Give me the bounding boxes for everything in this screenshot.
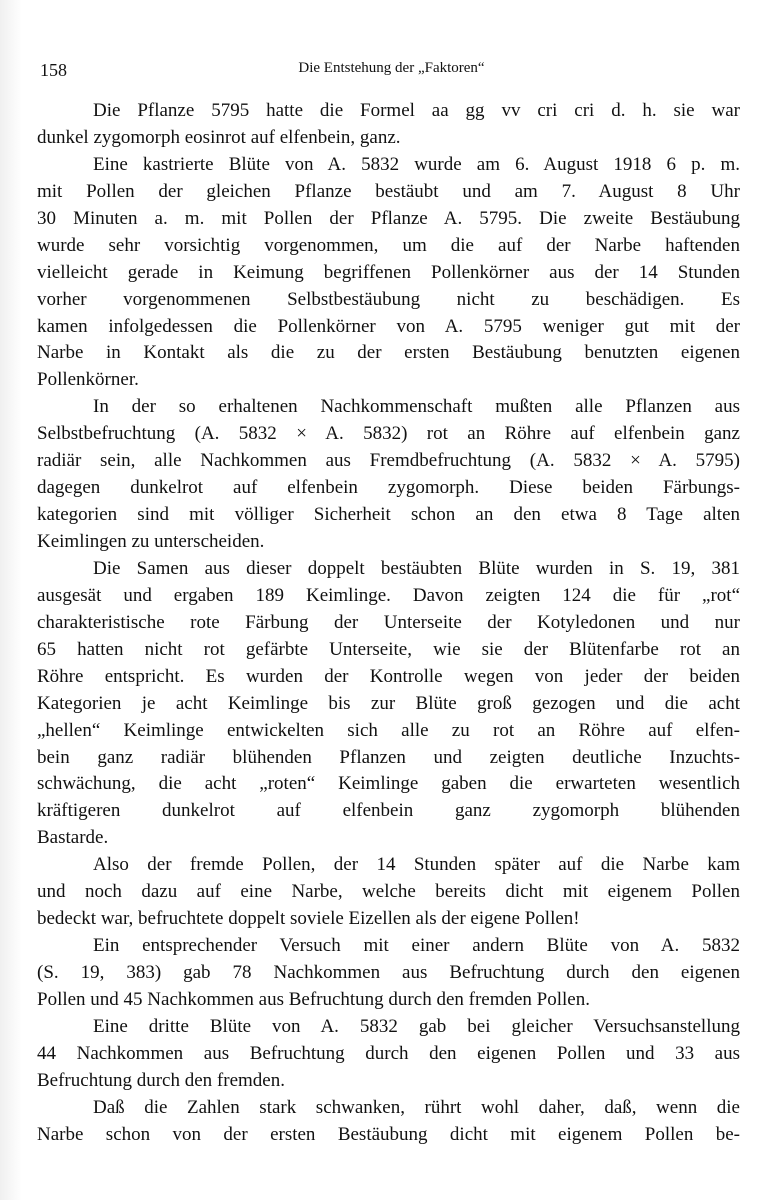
text-line: charakteristische rote Färbung der Unterseite der Kotyledonen und nur (37, 611, 740, 633)
text-line: bein ganz radiär blühenden Pflanzen und zeigten deutliche Inzuchts- (37, 746, 740, 768)
text-line: Selbstbefruchtung (A. 5832 × A. 5832) rot an Röhre auf elfenbein ganz (37, 423, 740, 445)
page-body (37, 98, 740, 1149)
text-line: 30 Minuten a. m. mit Pollen der Pflanze A. 5795. Die zweite Bestäubung (37, 207, 740, 229)
text-line: kräftigeren dunkelrot auf elfenbein ganz zygomorph blühenden (37, 800, 740, 822)
text-line: Pollenkörner. (37, 369, 139, 391)
paragraph (37, 852, 740, 933)
scan-edge-shadow (0, 0, 22, 1200)
paragraph (37, 98, 740, 152)
text-line: (S. 19, 383) gab 78 Nachkommen aus Befruchtung durch den eigenen (37, 962, 740, 983)
paragraph (37, 394, 740, 556)
text-line: und noch dazu auf eine Narbe, welche bereits dicht mit eigenem Pollen (37, 881, 740, 903)
text-line: schwächung, die acht „roten“ Keimlinge gaben die erwarteten wesentlich (37, 773, 740, 795)
text-line: Narbe schon von der ersten Bestäubung dicht mit eigenem Pollen be- (37, 1123, 740, 1145)
text-line: mit Pollen der gleichen Pflanze bestäubt und am 7. August 8 Uhr (37, 180, 740, 202)
text-line: dagegen dunkelrot auf elfenbein zygomorph. Diese beiden Färbungs- (37, 477, 740, 499)
text-line: Befruchtung durch den fremden. (37, 1069, 285, 1091)
text-line: Bastarde. (37, 827, 109, 849)
text-line: Kategorien je acht Keimlinge bis zur Blüte groß gezogen und die acht (37, 692, 740, 714)
paragraph (37, 1095, 740, 1149)
text-line: Eine dritte Blüte von A. 5832 gab bei gleicher Versuchsanstellung (93, 1015, 740, 1037)
page-number: 158 (40, 60, 67, 80)
text-line: radiär sein, alle Nachkommen aus Fremdbefruchtung (A. 5832 × A. 5795) (37, 450, 740, 472)
text-line: Die Samen aus dieser doppelt bestäubten Blüte wurden in S. 19, 381 (93, 557, 740, 579)
text-line: wurde sehr vorsichtig vorgenommen, um die auf der Narbe haftenden (37, 234, 740, 256)
text-line: Daß die Zahlen stark schwanken, rührt wohl daher, daß, wenn die (93, 1096, 740, 1118)
text-line: vielleicht gerade in Keimung begriffenen Pollenkörner aus der 14 Stunden (37, 261, 740, 283)
text-line: kamen infolgedessen die Pollenkörner von A. 5795 weniger gut mit der (37, 315, 740, 337)
text-line: Narbe in Kontakt als die zu der ersten Bestäubung benutzten eigenen (37, 342, 740, 364)
text-line: Keimlingen zu unterscheiden. (37, 531, 265, 552)
text-line: 65 hatten nicht rot gefärbte Unterseite, wie sie der Blütenfarbe rot an (37, 638, 740, 660)
text-line: Röhre entspricht. Es wurden der Kontrolle wegen von jeder der beiden (37, 665, 740, 687)
text-line: bedeckt war, befruchtete doppelt soviele Eizellen als der eigene Pollen! (37, 908, 580, 930)
paragraph (37, 1014, 740, 1095)
text-line: In der so erhaltenen Nachkommenschaft mußten alle Pflanzen aus (93, 396, 740, 418)
text-line: 44 Nachkommen aus Befruchtung durch den eigenen Pollen und 33 aus (37, 1042, 740, 1064)
text-line: Pollen und 45 Nachkommen aus Befruchtung durch den fremden Pollen. (37, 988, 590, 1010)
text-line: Die Pflanze 5795 hatte die Formel aa gg vv cri cri d. h. sie war (93, 100, 740, 121)
running-title: Die Entstehung der „Faktoren“ (298, 60, 485, 76)
text-line: vorher vorgenommenen Selbstbestäubung nicht zu beschädigen. Es (37, 288, 740, 310)
text-line: Ein entsprechender Versuch mit einer andern Blüte von A. 5832 (93, 935, 740, 957)
text-line: Also der fremde Pollen, der 14 Stunden später auf die Narbe kam (93, 854, 740, 876)
text-line: „hellen“ Keimlinge entwickelten sich alle zu rot an Röhre auf elfen- (37, 719, 740, 741)
paragraph (37, 556, 740, 852)
text-line: dunkel zygomorph eosinrot auf elfenbein, ganz. (37, 126, 401, 148)
paragraph (37, 933, 740, 1014)
paragraph (37, 152, 740, 394)
text-line: Eine kastrierte Blüte von A. 5832 wurde am 6. August 1918 6 p. m. (93, 153, 740, 175)
text-line: ausgesät und ergaben 189 Keimlinge. Davon zeigten 124 die für „rot“ (37, 584, 740, 606)
text-line: kategorien sind mit völliger Sicherheit schon an den etwa 8 Tage alten (37, 504, 740, 526)
